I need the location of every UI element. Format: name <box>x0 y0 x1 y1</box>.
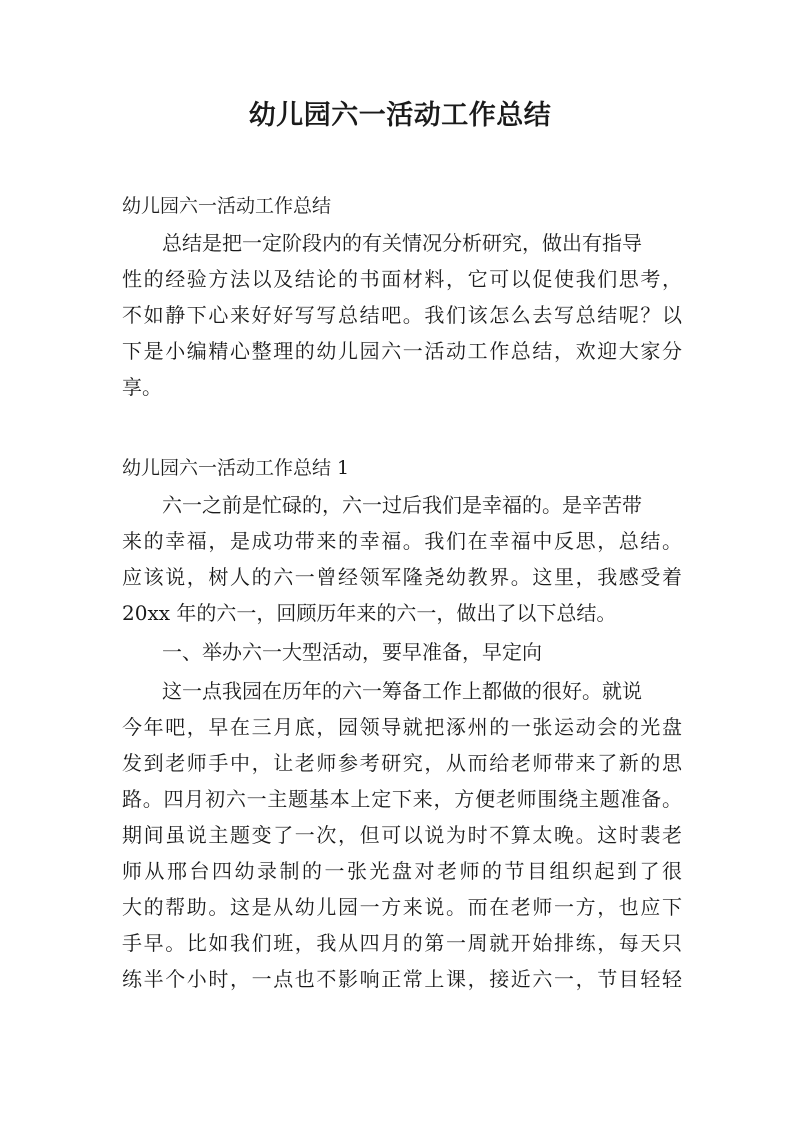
paragraph-line: 六一之前是忙碌的，六一过后我们是幸福的。是辛苦带 <box>162 493 642 517</box>
intro-line: 享。 <box>122 375 162 399</box>
section-heading: 幼儿园六一活动工作总结 1 <box>122 457 350 479</box>
intro-line: 性的经验方法以及结论的书面材料，它可以促使我们思考， <box>122 267 682 291</box>
paragraph-line: 师从邢台四幼录制的一张光盘对老师的节目组织起到了很 <box>122 859 682 883</box>
intro-line: 总结是把一定阶段内的有关情况分析研究，做出有指导 <box>162 231 642 255</box>
point-heading: 一、举办六一大型活动，要早准备，早定向 <box>162 640 542 664</box>
paragraph-line: 今年吧，早在三月底，园领导就把涿州的一张运动会的光盘 <box>122 715 682 739</box>
paragraph-line: 发到老师手中，让老师参考研究，从而给老师带来了新的思 <box>122 751 682 775</box>
intro-line: 不如静下心来好好写写总结吧。我们该怎么去写总结呢？以 <box>122 303 682 327</box>
document-title: 幼儿园六一活动工作总结 <box>248 100 552 131</box>
paragraph-line: 练半个小时，一点也不影响正常上课，接近六一，节目轻轻 <box>122 967 682 991</box>
paragraph-line: 应该说，树人的六一曾经领军隆尧幼教界。这里，我感受着 <box>122 565 682 589</box>
intro-heading: 幼儿园六一活动工作总结 <box>122 195 332 217</box>
paragraph-line: 这一点我园在历年的六一筹备工作上都做的很好。就说 <box>162 679 642 703</box>
paragraph-line: 路。四月初六一主题基本上定下来，方便老师围绕主题准备。 <box>122 787 682 811</box>
paragraph-line: 期间虽说主题变了一次，但可以说为时不算太晚。这时裴老 <box>122 823 682 847</box>
intro-line: 下是小编精心整理的幼儿园六一活动工作总结，欢迎大家分 <box>122 339 682 363</box>
paragraph-line: 大的帮助。这是从幼儿园一方来说。而在老师一方，也应下 <box>122 895 682 919</box>
paragraph-line: 手早。比如我们班，我从四月的第一周就开始排练，每天只 <box>122 931 682 955</box>
paragraph-line: 20xx 年的六一，回顾历年来的六一，做出了以下总结。 <box>122 601 617 625</box>
paragraph-line: 来的幸福，是成功带来的幸福。我们在幸福中反思，总结。 <box>122 529 682 553</box>
